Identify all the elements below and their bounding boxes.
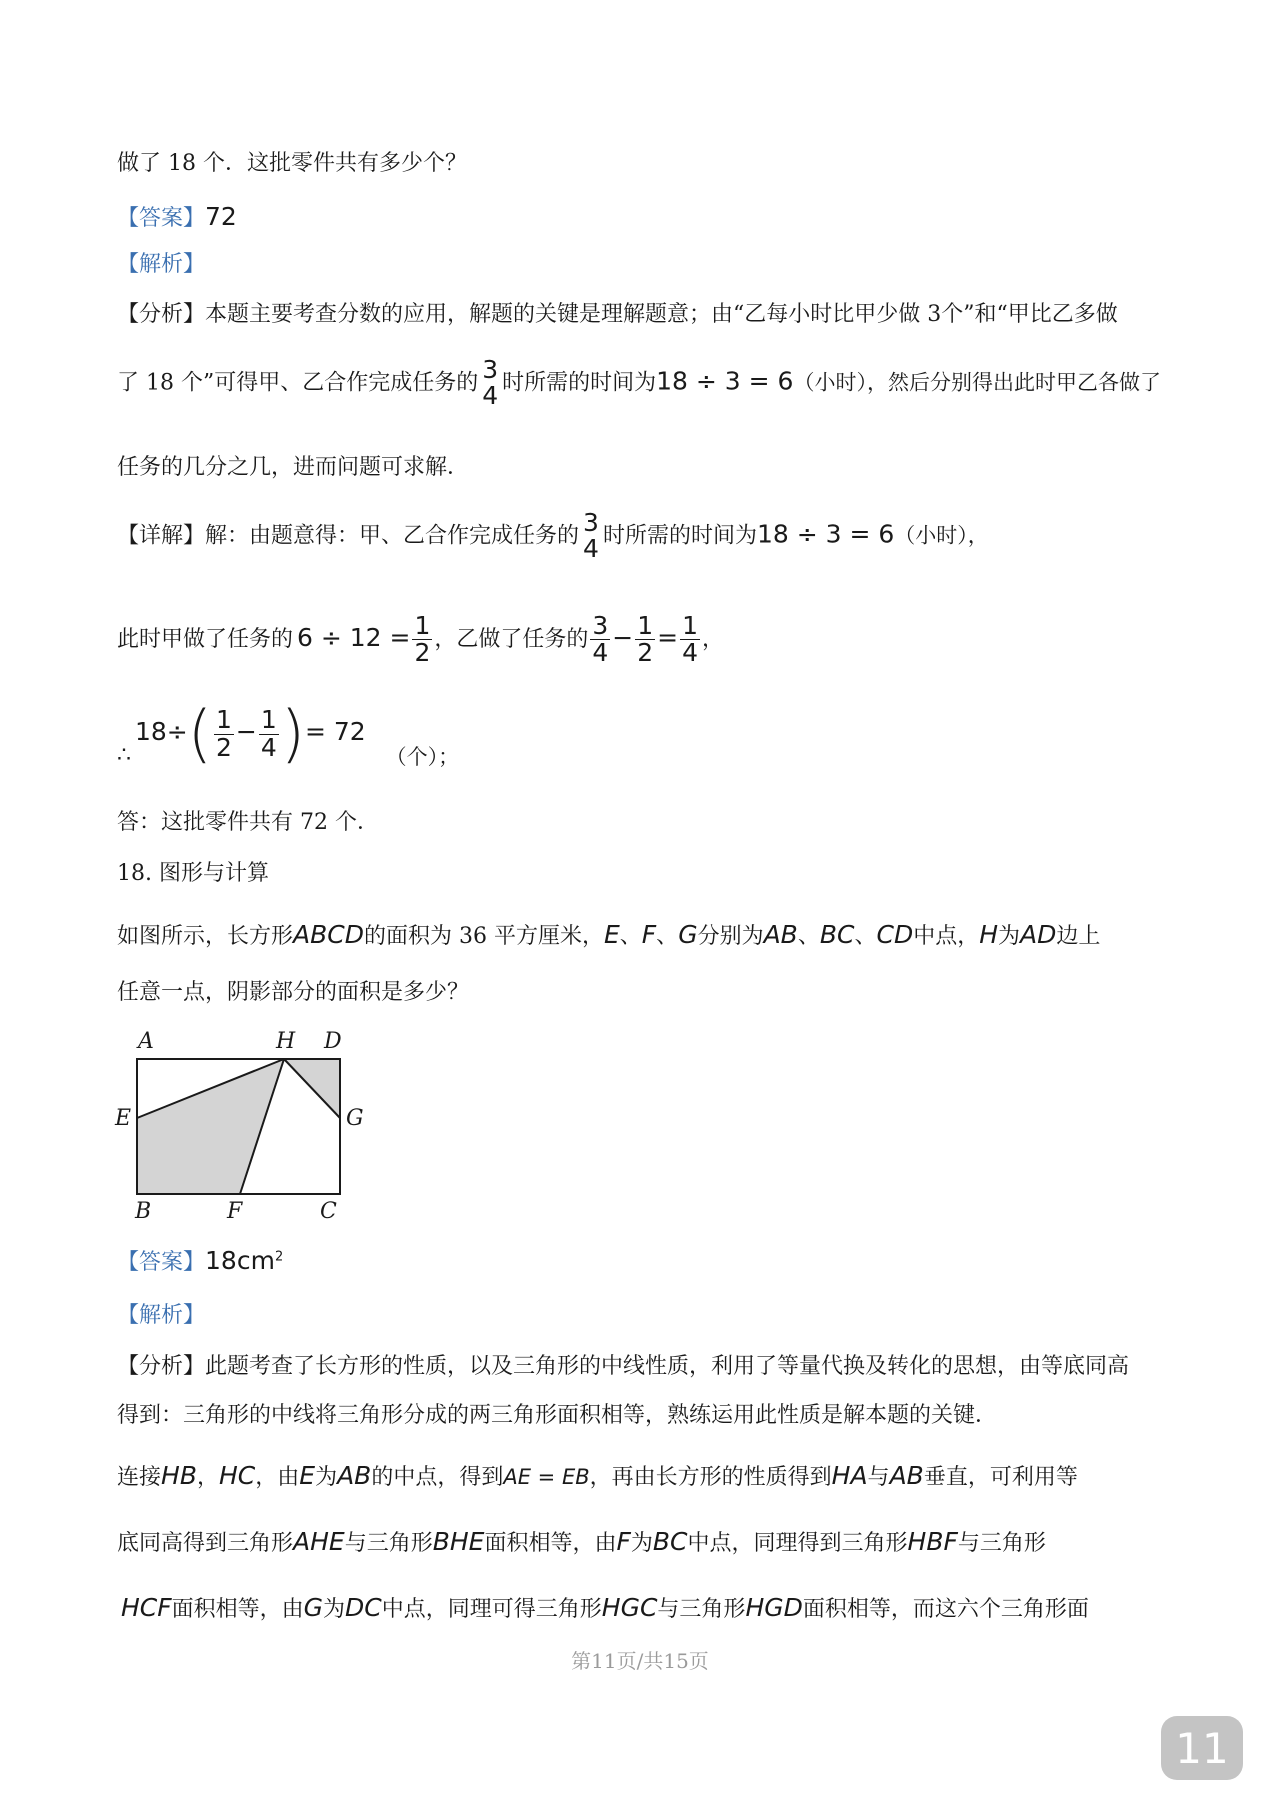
dun-sign: 、 bbox=[656, 924, 679, 949]
math-f: F bbox=[641, 920, 657, 949]
answer-tag: 【答案】 bbox=[117, 206, 206, 231]
q17-detail-text-1a: 解：由题意得：甲、乙合作完成任务的 bbox=[205, 523, 580, 549]
math-ha: HA bbox=[831, 1461, 868, 1490]
q17-fenxi-line-1 bbox=[117, 304, 1118, 326]
text: 连接 bbox=[117, 1465, 162, 1490]
math-dc: DC bbox=[345, 1593, 382, 1622]
fenxi-tag: 【分析】 bbox=[117, 1354, 206, 1379]
rectangle-figure bbox=[110, 1025, 380, 1224]
label-f: F bbox=[227, 1199, 243, 1224]
stem-text: 中点， bbox=[913, 924, 980, 949]
math-hgc: HGC bbox=[601, 1593, 658, 1622]
text: 为 bbox=[323, 1597, 346, 1622]
stem-text: 边上 bbox=[1056, 924, 1101, 949]
math-hgd: HGD bbox=[745, 1593, 803, 1622]
text: 面积相等，由 bbox=[484, 1531, 617, 1556]
math-ad: AD bbox=[1020, 920, 1057, 949]
q18-analysis-tag: 【解析】 bbox=[117, 1303, 206, 1328]
math-g: G bbox=[303, 1593, 324, 1622]
label-c: C bbox=[320, 1199, 337, 1224]
math-cd: CD bbox=[876, 920, 914, 949]
q18-answer-value: 18cm bbox=[205, 1246, 275, 1275]
text: 为 bbox=[630, 1531, 653, 1556]
math-ab: AB bbox=[889, 1461, 924, 1490]
q17-detail-line-2 bbox=[117, 613, 724, 667]
text: ，由 bbox=[255, 1465, 300, 1490]
fraction-1-2: $\frac{1}{2}$ bbox=[414, 611, 431, 668]
q17-fenxi-line-2 bbox=[117, 357, 1161, 410]
text: 与三角形 bbox=[957, 1531, 1046, 1556]
label-b: B bbox=[135, 1199, 152, 1224]
fenxi-tag: 【分析】 bbox=[117, 302, 206, 327]
unit-hour: （小时）， bbox=[894, 523, 989, 548]
q18-fenxi-text-1: 此题考查了长方形的性质，以及三角形的中线性质，利用了等量代换及转化的思想，由等底同高 bbox=[205, 1354, 1130, 1379]
fraction-1-4: $\frac{1}{4}$ bbox=[260, 705, 277, 762]
q17-fenxi-text-2a: 了 18 个”可得甲、乙合作完成任务的 bbox=[117, 370, 479, 396]
text: 中点，同理得到三角形 bbox=[687, 1531, 908, 1556]
answer-superscript: 2 bbox=[274, 1249, 284, 1265]
fraction-3-4: 3 4 bbox=[482, 355, 499, 411]
math-ab: AB bbox=[337, 1461, 372, 1490]
stem-text: 为 bbox=[998, 924, 1021, 949]
stem-text: 如图所示，长方形 bbox=[117, 924, 294, 949]
q17-answer-line bbox=[117, 204, 237, 230]
math-bhe: BHE bbox=[432, 1527, 485, 1556]
q17-detail-line-1 bbox=[117, 510, 989, 563]
unit-hour: （小时），然后分别得出此时甲乙各做了 bbox=[793, 370, 1161, 395]
detail-tag: 【详解】 bbox=[117, 523, 206, 549]
math-ab: AB bbox=[763, 920, 798, 949]
dun-sign: 、 bbox=[619, 924, 642, 949]
fraction-1-2: $\frac{1}{2}$ bbox=[215, 705, 232, 762]
q17-fenxi-text-1: 本题主要考查分数的应用，解题的关键是理解题意；由“乙每小时比甲少做 3个”和“甲比乙多做 bbox=[205, 302, 1118, 327]
q17-detail-text-2b: ，乙做了任务的 bbox=[434, 626, 589, 652]
math-hc: HC bbox=[218, 1461, 256, 1490]
text: 与三角形 bbox=[657, 1597, 746, 1622]
dun-sign: 、 bbox=[854, 924, 877, 949]
label-a: A bbox=[138, 1029, 154, 1054]
q17-detail-text-2a: 此时甲做了任务的 bbox=[117, 626, 294, 652]
q17-question-tail: 做了 18 个．这批零件共有多少个？ bbox=[117, 151, 467, 176]
text: 为 bbox=[315, 1465, 338, 1490]
text: 面积相等，由 bbox=[171, 1597, 304, 1622]
q17-conclusion: 答：这批零件共有 72 个． bbox=[117, 810, 379, 835]
q18-fenxi-line-1 bbox=[117, 1356, 1129, 1378]
math-ae-eb: AE = EB bbox=[503, 1465, 590, 1489]
left-paren: ( bbox=[187, 697, 212, 770]
q17-answer-value: 72 bbox=[205, 202, 237, 231]
eq-final-a: 18÷ bbox=[135, 717, 188, 746]
stem-text: 分别为 bbox=[697, 924, 764, 949]
q18-fenxi-line-2: 得到：三角形的中线将三角形分成的两三角形面积相等，熟练运用此性质是解本题的关键． bbox=[117, 1403, 998, 1428]
math-bc: BC bbox=[652, 1527, 688, 1556]
equals-sign: = bbox=[657, 622, 679, 652]
eq-time: 18 ÷ 3 = 6 bbox=[656, 366, 794, 396]
math-e: E bbox=[299, 1461, 316, 1490]
q18-title: 18. 图形与计算 bbox=[117, 861, 269, 886]
q18-stem-line-2: 任意一点，阴影部分的面积是多少？ bbox=[117, 980, 470, 1005]
math-hcf: HCF bbox=[121, 1593, 172, 1622]
answer-tag: 【答案】 bbox=[117, 1250, 206, 1275]
page-number-badge[interactable]: 11 bbox=[1161, 1716, 1243, 1780]
label-h: H bbox=[276, 1029, 296, 1054]
q18-answer-line bbox=[117, 1248, 283, 1274]
q18-analysis-line-5 bbox=[121, 1595, 1089, 1621]
comma: ， bbox=[702, 626, 725, 652]
text: 的中点，得到 bbox=[371, 1465, 504, 1490]
label-d: D bbox=[324, 1029, 342, 1054]
text: 面积相等，而这六个三角形面 bbox=[802, 1597, 1089, 1622]
q18-analysis-line-3 bbox=[117, 1463, 1078, 1489]
label-e: E bbox=[115, 1106, 132, 1131]
math-f: F bbox=[616, 1527, 631, 1556]
eq-final-b: = 72 bbox=[304, 717, 366, 746]
math-h: H bbox=[979, 920, 999, 949]
fraction-1-4: $\frac{1}{4}$ bbox=[682, 611, 699, 668]
math-e: E bbox=[603, 920, 620, 949]
text: 中点，同理可得三角形 bbox=[381, 1597, 602, 1622]
q17-analysis-tag: 【解析】 bbox=[117, 252, 206, 277]
page-footer: 第11页/共15页 bbox=[571, 1649, 709, 1673]
right-paren: ) bbox=[280, 697, 305, 770]
q18-analysis-line-4 bbox=[117, 1529, 1046, 1555]
fraction-1-2: $\frac{1}{2}$ bbox=[637, 611, 654, 668]
q17-final-equation bbox=[117, 697, 460, 770]
math-g: G bbox=[678, 920, 698, 949]
unit-ge: （个）； bbox=[385, 745, 460, 769]
text: 底同高得到三角形 bbox=[117, 1531, 294, 1556]
text: 与 bbox=[867, 1465, 890, 1490]
math-bc: BC bbox=[819, 920, 855, 949]
dun-sign: 、 bbox=[797, 924, 820, 949]
stem-text: 的面积为 36 平方厘米， bbox=[363, 924, 604, 949]
fraction-3-4: $\frac{3}{4}$ bbox=[592, 611, 609, 668]
text: ，再由长方形的性质得到 bbox=[589, 1465, 832, 1490]
q17-detail-text-1b: 时所需的时间为 bbox=[602, 523, 757, 549]
math-hbf: HBF bbox=[907, 1527, 958, 1556]
minus-sign: − bbox=[612, 622, 634, 652]
q18-stem-line-1 bbox=[117, 922, 1100, 948]
minus-sign: − bbox=[235, 717, 257, 746]
therefore-symbol: ∴ bbox=[117, 743, 131, 768]
comma: ， bbox=[196, 1465, 219, 1490]
text: 与三角形 bbox=[344, 1531, 433, 1556]
fraction-3-4: 3 4 bbox=[583, 508, 599, 564]
eq-time: 18 ÷ 3 = 6 bbox=[756, 519, 895, 549]
q17-fenxi-text-2b: 时所需的时间为 bbox=[502, 370, 657, 396]
q17-fenxi-line-3: 任务的几分之几，进而问题可求解． bbox=[117, 455, 470, 480]
math-ahe: AHE bbox=[293, 1527, 345, 1556]
text: 垂直，可利用等 bbox=[923, 1465, 1078, 1490]
math-hb: HB bbox=[161, 1461, 197, 1490]
eq-jia: 6 ÷ 12 = bbox=[297, 622, 411, 652]
label-g: G bbox=[346, 1106, 364, 1131]
math-abcd: ABCD bbox=[293, 920, 364, 949]
